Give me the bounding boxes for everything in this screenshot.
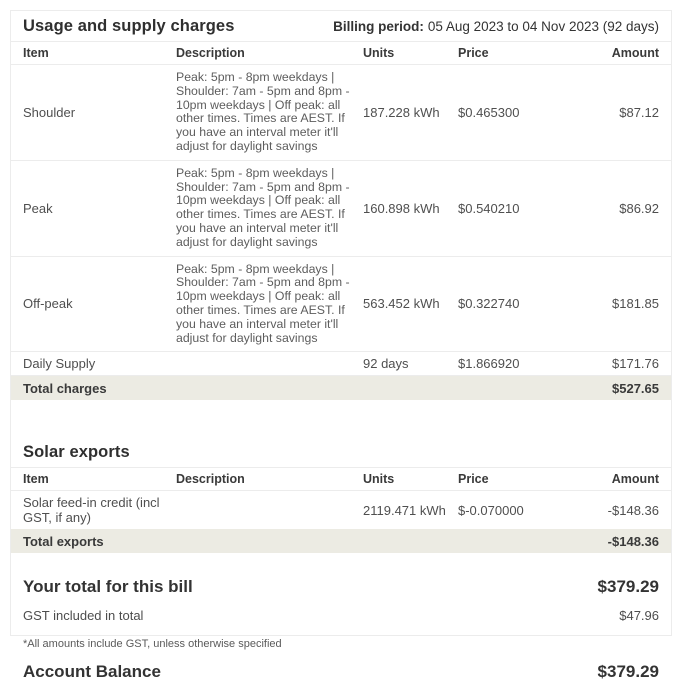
billing-period: [333, 19, 659, 34]
total-charges-label: Total charges: [23, 380, 107, 396]
table-row-peak: [11, 161, 671, 257]
total-charges-amount: $527.65: [612, 380, 659, 396]
item-cell: Off-peak: [23, 296, 73, 312]
account-balance-row: [23, 662, 659, 682]
table-row-offpeak: [11, 257, 671, 353]
usage-section-header: [11, 11, 671, 42]
bill-card: [10, 10, 672, 682]
price-cell: $1.866920: [458, 356, 520, 372]
column-header-units: Units: [363, 472, 395, 487]
column-header-price: Price: [458, 46, 489, 60]
solar-section-title: Solar exports: [23, 442, 130, 461]
description-cell: [176, 504, 363, 516]
column-header-amount: Amount: [611, 46, 659, 60]
item-cell: Peak: [23, 200, 53, 216]
units-cell: 160.898 kWh: [363, 200, 440, 216]
column-header-item: Item: [23, 472, 49, 487]
price-cell: $0.540210: [458, 200, 520, 216]
table-row-shoulder: [11, 65, 671, 161]
units-cell: 2119.471 kWh: [363, 502, 446, 518]
amount-cell: -$148.36: [607, 502, 659, 518]
amount-cell: $171.76: [612, 356, 659, 372]
table-row-solar-feedin: [11, 491, 671, 529]
units-cell: 187.228 kWh: [363, 104, 440, 120]
column-header-description: Description: [176, 46, 245, 60]
usage-section-title: Usage and supply charges: [23, 16, 235, 35]
column-header-price: Price: [458, 472, 489, 487]
bill-total-amount: $379.29: [597, 577, 659, 597]
units-cell: 92 days: [363, 356, 409, 372]
description-cell: Peak: 5pm - 8pm weekdays | Shoulder: 7am - 5pm and 8pm - 10pm weekdays | Off peak: all other times. Times are AEST. If you have an interval meter it'll adjust for daylight savings: [176, 70, 350, 153]
description-cell: Peak: 5pm - 8pm weekdays | Shoulder: 7am - 5pm and 8pm - 10pm weekdays | Off peak: all other times. Times are AEST. If you have an interval meter it'll adjust for daylight savings: [176, 165, 350, 249]
units-cell: 563.452 kWh: [363, 296, 440, 312]
amount-cell: $86.92: [619, 200, 659, 216]
total-charges-row: [11, 376, 671, 400]
column-header-units: Units: [363, 46, 395, 60]
price-cell: $0.322740: [458, 296, 520, 312]
gst-footnote: *All amounts include GST, unless otherwise specified: [23, 638, 282, 651]
item-cell: Solar feed-in credit (incl GST, if any): [23, 495, 160, 526]
bill-summary: [11, 577, 671, 682]
amount-cell: $181.85: [612, 296, 659, 312]
price-cell: $0.465300: [458, 104, 520, 120]
billing-period-value: 05 Aug 2023 to 04 Nov 2023 (92 days): [427, 18, 659, 34]
column-header-item: Item: [23, 46, 49, 60]
amount-cell: $87.12: [619, 104, 659, 120]
gst-row: [23, 608, 659, 623]
description-cell: Peak: 5pm - 8pm weekdays | Shoulder: 7am - 5pm and 8pm - 10pm weekdays | Off peak: all other times. Times are AEST. If you have an interval meter it'll adjust for daylight savings: [176, 261, 350, 345]
item-cell: Daily Supply: [23, 356, 96, 372]
total-exports-row: [11, 529, 671, 553]
gst-amount: $47.96: [619, 608, 659, 624]
bill-total-label: Your total for this bill: [23, 577, 193, 597]
total-exports-amount: -$148.36: [607, 533, 659, 549]
gst-label: GST included in total: [23, 608, 144, 624]
column-header-description: Description: [176, 472, 245, 487]
item-cell: Shoulder: [23, 104, 76, 120]
price-cell: $-0.070000: [458, 502, 524, 518]
section-spacer: [11, 400, 671, 437]
account-balance-label: Account Balance: [23, 662, 161, 682]
account-balance-amount: $379.29: [597, 662, 659, 682]
solar-table-header-row: [11, 468, 671, 491]
total-exports-label: Total exports: [23, 533, 104, 549]
usage-table-header-row: [11, 42, 671, 65]
table-row-daily-supply: [11, 352, 671, 376]
billing-period-label: Billing period:: [333, 18, 424, 34]
bill-total-row: [23, 577, 659, 597]
column-header-amount: Amount: [611, 472, 659, 487]
description-cell: [176, 358, 363, 370]
solar-section-header: [11, 437, 671, 468]
